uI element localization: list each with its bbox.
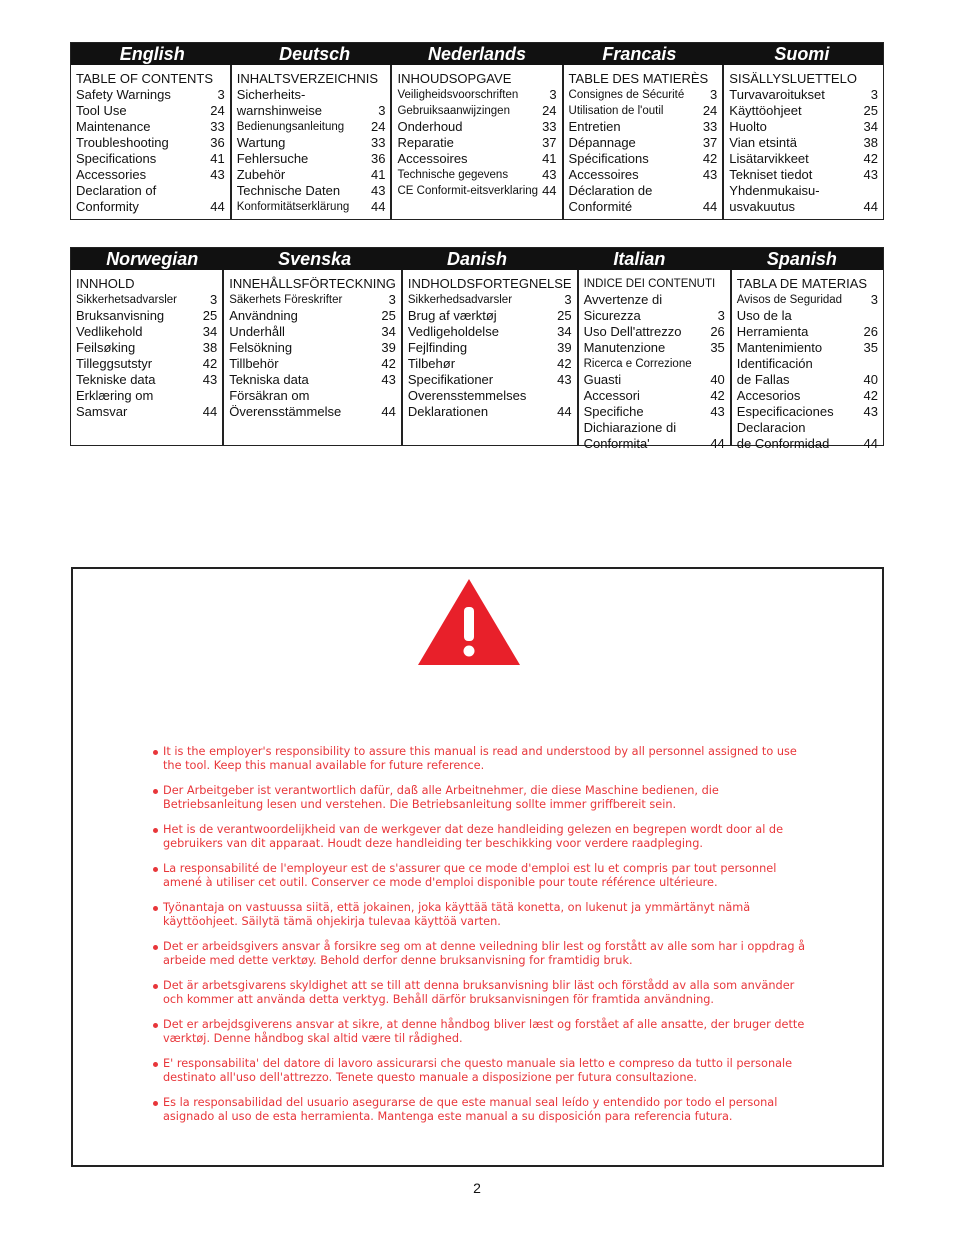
toc-entry-label: Sicurezza xyxy=(583,308,641,323)
toc-entry xyxy=(584,404,725,420)
toc-header-bottom xyxy=(71,248,883,270)
toc-entry xyxy=(76,372,217,388)
toc-entry-page: 41 xyxy=(210,151,225,166)
toc-entry-label: Utilisation de l'outil xyxy=(568,105,664,117)
toc-entry-label: Gebruiksaanwijzingen xyxy=(397,105,510,117)
toc-entry-page: 44 xyxy=(542,183,557,198)
toc-entry-page: 3 xyxy=(710,87,718,102)
toc-entry-label: Fejlfinding xyxy=(407,340,468,355)
lang-danish: Danish xyxy=(447,249,508,269)
toc-entry xyxy=(237,183,386,199)
toc-column xyxy=(71,270,222,445)
toc-entry-label: Entretien xyxy=(568,119,621,134)
toc-entry-label: Tilbehør xyxy=(407,356,456,371)
warning-text: Der Arbeitgeber ist verantwortlich dafür, daß alle Arbeitnehmer, die diese Maschine bedienen, die Betriebsanleitung lesen und verstehen. Die Betriebsanleitung sollte immer griffbereit sein. xyxy=(153,784,813,811)
toc-entry-label: Conformity xyxy=(76,199,139,214)
toc-column-title: INHALTSVERZEICHNIS xyxy=(236,71,379,86)
toc-entry-label: Specifications xyxy=(76,151,157,166)
toc-column-title: INHOUDSOPGAVE xyxy=(397,71,512,86)
toc-entry xyxy=(76,404,217,420)
toc-entry-page: 38 xyxy=(863,135,879,150)
toc-entry xyxy=(569,103,718,119)
toc-columns-top xyxy=(71,65,883,219)
toc-entry-label: Tool Use xyxy=(76,103,127,118)
toc-entry-page: 3 xyxy=(209,292,218,307)
toc-entry-label: Vedlikehold xyxy=(76,324,143,339)
toc-column xyxy=(222,270,401,445)
warning-text: Es la responsabilidad del usuario asegurarse de que este manual seal leído y entendido por todo el personal asignado al uso de esta herramienta. Mantenga este manual a su disposición para referencia futura. xyxy=(153,1096,813,1123)
warning-text: Det er arbejdsgiverens ansvar at sikre, at denne håndbog bliver læst og forstået af alle ansatte, der bruger dette værktøj. Denne håndbog skal altid være til rådighed. xyxy=(153,1018,813,1045)
toc-entry xyxy=(397,87,556,103)
toc-entry xyxy=(584,292,725,308)
toc-entry xyxy=(729,183,878,199)
toc-entry-page: 25 xyxy=(202,308,218,323)
warning-triangle-icon xyxy=(416,577,522,667)
toc-entry-page: 42 xyxy=(710,388,725,403)
toc-entry-page: 36 xyxy=(210,135,225,150)
warning-text: La responsabilité de l'employeur est de s'assurer que ce mode d'emploi est lu et compris par tout personnel amené à utiliser cet outil. Conserver ce mode d'emploi disponible pour toute référence ultérieure. xyxy=(153,862,813,889)
toc-entry-page: 3 xyxy=(717,308,725,323)
toc-entry-label: Accessori xyxy=(583,388,640,403)
toc-entry xyxy=(237,167,386,183)
toc-entry-page: 3 xyxy=(217,87,225,102)
toc-entry-label: Déclaration de xyxy=(568,183,653,198)
toc-entry-label: de Fallas xyxy=(736,372,790,387)
toc-entry-label: Overensstemmelses xyxy=(407,388,527,403)
toc-entry xyxy=(76,167,225,183)
toc-entry xyxy=(729,103,878,119)
toc-table-bottom xyxy=(70,247,884,451)
toc-entry xyxy=(229,372,396,388)
toc-entry-label: Lisätarvikkeet xyxy=(729,151,809,166)
toc-entry xyxy=(737,324,878,340)
toc-entry xyxy=(584,388,725,404)
toc-entry-page: 33 xyxy=(371,135,386,150)
toc-entry-page: 35 xyxy=(710,340,725,355)
warning-text: Työnantaja on vastuussa siitä, että jokainen, joka käyttää tätä konetta, on lukenut ja ymmärtänyt nämä käyttöohjeet. Säilytä tämä ohjekirja tulevaa käyttöä varten. xyxy=(153,901,813,928)
toc-columns-bottom xyxy=(71,270,883,451)
toc-entry-label: Ricerca e Correzione xyxy=(583,358,692,370)
toc-entry-label: Fehlersuche xyxy=(236,151,309,166)
toc-entry-label: Tekniske data xyxy=(76,372,156,387)
toc-entry-page: 3 xyxy=(378,103,386,118)
toc-table-top xyxy=(70,42,884,220)
toc-entry-page: 3 xyxy=(870,87,879,102)
toc-entry xyxy=(737,292,878,308)
toc-entry-page: 42 xyxy=(863,388,878,403)
toc-entry-page: 3 xyxy=(549,87,557,102)
toc-entry-page: 44 xyxy=(381,404,396,419)
toc-entry-label: Brug af værktøj xyxy=(407,308,497,323)
toc-entry xyxy=(397,151,556,167)
toc-entry-page: 43 xyxy=(557,372,572,387)
toc-column xyxy=(390,65,561,219)
toc-entry-page: 26 xyxy=(710,324,725,339)
toc-entry-page: 24 xyxy=(542,103,557,118)
toc-entry-label: Sikkerhedsadvarsler xyxy=(407,294,513,306)
toc-entry-label: Tillbehör xyxy=(229,356,279,371)
toc-entry xyxy=(569,199,718,215)
toc-entry-label: Maintenance xyxy=(76,119,151,134)
toc-entry xyxy=(584,356,725,372)
toc-entry-label: Huolto xyxy=(729,119,767,134)
toc-entry xyxy=(397,103,556,119)
toc-entry xyxy=(584,308,725,324)
toc-entry xyxy=(729,167,878,183)
toc-entry-label: Spécifications xyxy=(568,151,649,166)
page-number: 2 xyxy=(473,1180,481,1196)
toc-column xyxy=(230,65,391,219)
toc-entry-page: 24 xyxy=(371,119,386,134)
toc-entry xyxy=(584,340,725,356)
toc-entry xyxy=(584,372,725,388)
toc-entry xyxy=(408,340,572,356)
toc-entry-page: 43 xyxy=(542,167,557,182)
toc-entry-page: 34 xyxy=(381,324,396,339)
toc-entry-page: 25 xyxy=(557,308,572,323)
toc-entry xyxy=(729,199,878,215)
toc-entry xyxy=(76,340,217,356)
toc-entry-label: de Conformidad xyxy=(736,436,830,451)
toc-entry-label: Tekniset tiedot xyxy=(729,167,813,182)
toc-entry xyxy=(737,404,878,420)
lang-spanish: Spanish xyxy=(766,249,837,269)
toc-entry-page: 37 xyxy=(542,135,557,150)
toc-entry-page: 44 xyxy=(557,404,572,419)
toc-entry-page: 41 xyxy=(542,151,557,166)
toc-entry xyxy=(737,436,878,452)
toc-entry xyxy=(76,199,225,215)
toc-entry-label: Safety Warnings xyxy=(76,87,171,102)
toc-entry-label: Tilleggsutstyr xyxy=(76,356,153,371)
toc-entry-label: Sicherheits- xyxy=(236,87,306,102)
toc-entry-page: 40 xyxy=(710,372,725,387)
toc-entry-label: Tekniska data xyxy=(229,372,309,387)
toc-entry-label: Avvertenze di xyxy=(583,292,663,307)
toc-entry xyxy=(408,388,572,404)
toc-entry xyxy=(229,404,396,420)
toc-entry-page: 43 xyxy=(863,167,879,182)
toc-entry xyxy=(397,183,556,199)
toc-entry-label: Specifikationer xyxy=(407,372,494,387)
toc-entry-page: 42 xyxy=(863,151,879,166)
toc-entry-label: Uso Dell'attrezzo xyxy=(583,324,682,339)
toc-column-title: TABLA DE MATERIAS xyxy=(736,276,868,291)
toc-entry xyxy=(737,308,878,324)
toc-entry-page: 33 xyxy=(210,119,225,134)
toc-entry-page: 42 xyxy=(381,356,396,371)
toc-entry-page: 42 xyxy=(702,151,718,166)
toc-entry-page: 24 xyxy=(210,103,225,118)
toc-entry-page: 43 xyxy=(710,404,725,419)
toc-entry-label: Användning xyxy=(229,308,298,323)
warning-text: Det er arbeidsgivers ansvar å forsikre seg om at denne veiledning blir lest og forstått av alle som har i oppdrag å arbeide med dette verktøy. Behold derfor denne bruksanvisning for framtidig bruk. xyxy=(153,940,813,967)
toc-entry xyxy=(737,340,878,356)
toc-entry xyxy=(729,135,878,151)
toc-column-title: INDICE DEI CONTENUTI xyxy=(583,278,716,290)
toc-entry-label: usvakuutus xyxy=(729,199,796,214)
toc-entry xyxy=(76,356,217,372)
toc-entry-page: 35 xyxy=(863,340,878,355)
toc-entry-label: Onderhoud xyxy=(397,119,463,134)
toc-entry-label: Avisos de Seguridad xyxy=(736,294,843,306)
toc-entry-page: 43 xyxy=(863,404,878,419)
toc-entry-page: 43 xyxy=(381,372,396,387)
toc-entry xyxy=(737,388,878,404)
toc-entry-page: 34 xyxy=(202,324,218,339)
toc-entry xyxy=(729,87,878,103)
toc-entry xyxy=(76,87,225,103)
toc-entry-page: 33 xyxy=(702,119,718,134)
toc-entry xyxy=(76,119,225,135)
toc-entry xyxy=(237,151,386,167)
toc-entry-page: 40 xyxy=(863,372,878,387)
toc-entry xyxy=(229,292,396,308)
toc-entry-label: Säkerhets Föreskrifter xyxy=(229,294,343,306)
toc-entry xyxy=(569,87,718,103)
toc-entry-label: Troubleshooting xyxy=(76,135,169,150)
toc-entry xyxy=(569,135,718,151)
warning-text: E' responsabilita' del datore di lavoro assicurarsi che questo manuale sia letto e compreso da tutto il personale destinato all'uso dell'attrezzo. Tenete questo manuale a disposizione per futura consultazione. xyxy=(153,1057,813,1084)
warning-text: Het is de verantwoordelijkheid van de werkgever dat deze handleiding gelezen en begrepen wordt door al de gebruikers van dit apparaat. Houdt deze handleiding ter beschikking voor verdere raadpleging. xyxy=(153,823,813,850)
toc-entry xyxy=(76,292,217,308)
toc-entry-label: Dichiarazione di xyxy=(583,420,677,435)
toc-entry-label: Veiligheidsvoorschriften xyxy=(397,89,519,101)
toc-entry xyxy=(408,292,572,308)
toc-entry-label: Conformita' xyxy=(583,436,650,451)
toc-entry-label: Accessoires xyxy=(568,167,639,182)
toc-entry xyxy=(569,167,718,183)
toc-entry-label: Accesorios xyxy=(736,388,801,403)
toc-entry xyxy=(729,119,878,135)
toc-entry xyxy=(76,183,225,199)
toc-entry xyxy=(569,183,718,199)
lang-svenska: Svenska xyxy=(278,249,352,269)
toc-entry-label: Herramienta xyxy=(736,324,809,339)
toc-entry xyxy=(229,340,396,356)
toc-entry-label: Accessoires xyxy=(397,151,468,166)
toc-column-title: INDHOLDSFORTEGNELSE xyxy=(407,276,572,291)
toc-entry xyxy=(229,388,396,404)
toc-entry xyxy=(76,103,225,119)
toc-entry-page: 41 xyxy=(371,167,386,182)
toc-entry-label: Turvavaroitukset xyxy=(729,87,825,102)
toc-entry-label: Technische gegevens xyxy=(397,169,509,181)
toc-entry-page: 44 xyxy=(371,199,386,214)
toc-entry-page: 43 xyxy=(702,167,718,182)
toc-column xyxy=(401,270,577,445)
toc-entry-label: warnshinweise xyxy=(236,103,322,118)
toc-entry xyxy=(408,324,572,340)
warning-box xyxy=(71,567,884,1167)
toc-entry-page: 44 xyxy=(202,404,218,419)
warning-text: It is the employer's responsibility to assure this manual is read and understood by all personnel assigned to use the tool. Keep this manual available for future reference. xyxy=(153,745,813,772)
toc-entry xyxy=(408,308,572,324)
toc-column-title: TABLE DES MATIERÈS xyxy=(568,71,709,86)
toc-entry-label: Mantenimiento xyxy=(736,340,823,355)
toc-entry-label: Manutenzione xyxy=(583,340,666,355)
toc-entry-page: 42 xyxy=(202,356,218,371)
toc-entry-label: Reparatie xyxy=(397,135,454,150)
toc-entry-label: Yhdenmukaisu- xyxy=(729,183,820,198)
toc-entry-page: 44 xyxy=(210,199,225,214)
toc-entry-page: 38 xyxy=(202,340,218,355)
toc-entry xyxy=(397,119,556,135)
toc-entry-label: Dépannage xyxy=(568,135,636,150)
toc-entry-label: Felsökning xyxy=(229,340,293,355)
toc-entry-label: Försäkran om xyxy=(229,388,310,403)
toc-entry-page: 34 xyxy=(557,324,572,339)
toc-entry-page: 24 xyxy=(702,103,718,118)
toc-entry-label: Specifiche xyxy=(583,404,644,419)
toc-entry xyxy=(408,404,572,420)
toc-entry xyxy=(737,356,878,372)
toc-entry-label: Överensstämmelse xyxy=(229,404,342,419)
toc-entry xyxy=(237,103,386,119)
toc-entry-page: 39 xyxy=(557,340,572,355)
toc-column-title: SISÄLLYSLUETTELO xyxy=(729,71,857,86)
toc-entry-page: 44 xyxy=(863,436,878,451)
toc-entry-page: 39 xyxy=(381,340,396,355)
toc-entry xyxy=(76,324,217,340)
toc-entry-label: Declaration of xyxy=(76,183,157,198)
toc-entry-page: 3 xyxy=(870,292,878,307)
toc-column-title: INNHOLD xyxy=(76,276,135,291)
toc-entry xyxy=(584,420,725,436)
toc-entry-page: 43 xyxy=(202,372,218,387)
lang-suomi: Suomi xyxy=(774,44,830,64)
toc-entry xyxy=(408,356,572,372)
toc-entry xyxy=(237,135,386,151)
toc-entry-label: Samsvar xyxy=(76,404,128,419)
toc-entry-label: Uso de la xyxy=(736,308,792,323)
toc-entry xyxy=(737,372,878,388)
toc-entry-page: 25 xyxy=(863,103,879,118)
toc-header-top xyxy=(71,43,883,65)
warning-list xyxy=(153,745,813,1135)
toc-entry xyxy=(229,308,396,324)
toc-entry-page: 44 xyxy=(710,436,725,451)
lang-francais: Francais xyxy=(602,44,677,64)
toc-entry-label: Erklæring om xyxy=(76,388,154,403)
lang-english: English xyxy=(119,44,185,64)
toc-column-title: INNEHÅLLSFÖRTECKNING xyxy=(229,276,396,291)
toc-entry xyxy=(76,388,217,404)
toc-entry xyxy=(229,324,396,340)
toc-entry xyxy=(229,356,396,372)
toc-entry-page: 25 xyxy=(381,308,396,323)
toc-entry-label: Bedienungsanleitung xyxy=(236,121,345,133)
toc-entry-page: 44 xyxy=(863,199,879,214)
toc-entry-label: Guasti xyxy=(583,372,622,387)
toc-entry-label: CE Conformit-eitsverklaring xyxy=(397,185,539,197)
toc-entry xyxy=(569,151,718,167)
toc-entry xyxy=(729,151,878,167)
toc-entry-label: Vian etsintä xyxy=(729,135,797,150)
toc-entry xyxy=(237,119,386,135)
toc-entry-label: Especificaciones xyxy=(736,404,834,419)
toc-entry xyxy=(237,87,386,103)
toc-entry-label: Deklarationen xyxy=(407,404,489,419)
toc-column xyxy=(577,270,730,451)
toc-entry-label: Käyttöohjeet xyxy=(729,103,802,118)
toc-entry-page: 3 xyxy=(564,292,572,307)
toc-entry-label: Zubehör xyxy=(236,167,286,182)
toc-entry xyxy=(237,199,386,215)
toc-entry-label: Declaracion xyxy=(736,420,806,435)
toc-entry-page: 26 xyxy=(863,324,878,339)
toc-entry-label: Identificación xyxy=(736,356,813,371)
lang-deutsch: Deutsch xyxy=(279,44,351,64)
toc-entry xyxy=(737,420,878,436)
toc-entry xyxy=(584,436,725,452)
warning-text: Det är arbetsgivarens skyldighet att se till att denna bruksanvisning blir läst och förstådd av alla som använder och kommer att använda detta verktyg. Behåll därför bruksanvisningen för framtida användning. xyxy=(153,979,813,1006)
toc-entry-page: 37 xyxy=(702,135,718,150)
lang-nederlands: Nederlands xyxy=(427,44,527,64)
lang-norwegian: Norwegian xyxy=(106,249,199,269)
toc-entry-label: Technische Daten xyxy=(236,183,341,198)
toc-column-title: TABLE OF CONTENTS xyxy=(76,71,213,86)
toc-entry xyxy=(397,167,556,183)
toc-entry-page: 44 xyxy=(702,199,718,214)
toc-column xyxy=(730,270,883,451)
toc-entry-page: 42 xyxy=(557,356,572,371)
toc-entry-page: 43 xyxy=(371,183,386,198)
toc-column xyxy=(71,65,230,219)
toc-entry xyxy=(569,119,718,135)
lang-italian: Italian xyxy=(613,249,666,269)
toc-entry xyxy=(584,324,725,340)
toc-entry-label: Sikkerhetsadvarsler xyxy=(76,294,177,306)
toc-entry-label: Wartung xyxy=(236,135,286,150)
toc-entry-label: Conformité xyxy=(568,199,633,214)
toc-entry-page: 33 xyxy=(542,119,557,134)
toc-entry xyxy=(76,135,225,151)
toc-entry xyxy=(408,372,572,388)
toc-entry-label: Vedligeholdelse xyxy=(407,324,499,339)
toc-entry xyxy=(397,135,556,151)
toc-entry xyxy=(76,151,225,167)
toc-entry-page: 34 xyxy=(863,119,879,134)
toc-entry-label: Underhåll xyxy=(229,324,285,339)
toc-entry-page: 36 xyxy=(371,151,386,166)
toc-entry-label: Consignes de Sécurité xyxy=(568,89,685,101)
toc-entry-label: Bruksanvisning xyxy=(76,308,165,323)
toc-column xyxy=(562,65,723,219)
toc-entry-label: Konformitätserklärung xyxy=(236,201,350,213)
toc-entry xyxy=(76,308,217,324)
toc-entry-page: 43 xyxy=(210,167,225,182)
toc-entry-label: Feilsøking xyxy=(76,340,136,355)
toc-entry-page: 3 xyxy=(388,292,396,307)
toc-entry-label: Accessories xyxy=(76,167,147,182)
toc-column xyxy=(722,65,883,219)
